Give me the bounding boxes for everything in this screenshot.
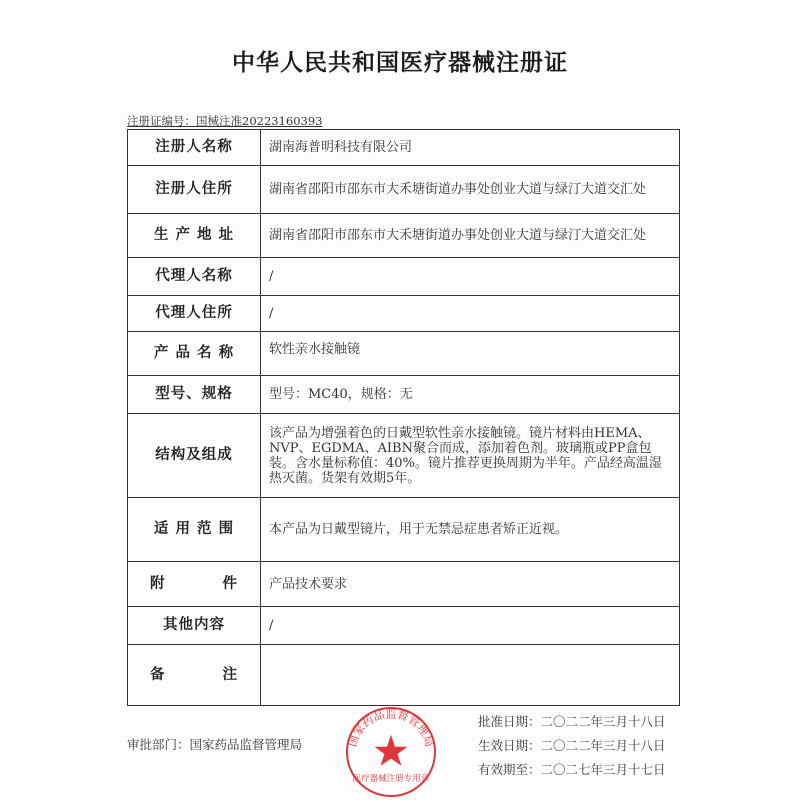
row-value: 湖南省邵阳市邵东市大禾塘街道办事处创业大道与绿汀大道交汇处 xyxy=(261,214,680,258)
stamp-outer-text: 国家药品监督管理局 xyxy=(345,707,437,749)
row-label-b: 件 xyxy=(222,575,238,592)
row-label: 生 产 地 址 xyxy=(128,214,261,258)
row-label-a: 备 xyxy=(150,666,166,683)
table-row xyxy=(128,258,680,296)
row-label: 产 品 名 称 xyxy=(128,332,261,376)
row-value: 产品技术要求 xyxy=(261,562,680,607)
row-value xyxy=(261,645,680,706)
row-label: 注册人名称 xyxy=(128,130,261,166)
row-value: 本产品为日戴型镜片，用于无禁忌症患者矫正近视。 xyxy=(261,498,680,562)
approval-date: 批准日期：二〇二二年三月十八日 xyxy=(478,714,666,729)
row-value: / xyxy=(261,607,680,645)
row-value: 软性亲水接触镜 xyxy=(261,332,680,376)
row-label: 注册人住所 xyxy=(128,166,261,214)
row-label: 适 用 范 围 xyxy=(128,498,261,562)
registration-number: 注册证编号：国械注准20223160393 xyxy=(127,114,323,128)
valid-until: 有效期至：二〇二七年三月十七日 xyxy=(478,762,666,777)
table-row xyxy=(128,607,680,645)
row-value: 型号：MC40，规格：无 xyxy=(261,376,680,414)
page-title: 中华人民共和国医疗器械注册证 xyxy=(232,50,568,76)
table-row xyxy=(128,562,680,607)
row-value: 湖南海普明科技有限公司 xyxy=(261,130,680,166)
table-row xyxy=(128,166,680,214)
table-row xyxy=(128,414,680,498)
star-icon xyxy=(375,735,408,766)
row-label: 型号、规格 xyxy=(128,376,261,414)
table-row xyxy=(128,376,680,414)
row-value: 该产品为增强着色的日戴型软性亲水接触镜。镜片材料由HEMA、NVP、EGDMA、AIBN聚合而成，添加着色剂。玻璃瓶或PP盒包装。含水量标称值：40%。镜片推荐更换周期为半年。产品经高温湿热灭菌。货架有效期5年。 xyxy=(261,414,680,498)
table-row xyxy=(128,498,680,562)
official-seal-stamp xyxy=(345,706,437,798)
table-row xyxy=(128,296,680,332)
table-row xyxy=(128,332,680,376)
certificate-table xyxy=(127,129,680,706)
row-label-a: 附 xyxy=(150,575,166,592)
row-label: 代理人住所 xyxy=(128,296,261,332)
row-value: / xyxy=(261,296,680,332)
stamp-inner-text: 医疗器械注册专用章 xyxy=(352,773,430,784)
row-label: 其他内容 xyxy=(128,607,261,645)
row-label: 结构及组成 xyxy=(128,414,261,498)
row-value: / xyxy=(261,258,680,296)
row-value: 湖南省邵阳市邵东市大禾塘街道办事处创业大道与绿汀大道交汇处 xyxy=(261,166,680,214)
table-row xyxy=(128,214,680,258)
row-label-b: 注 xyxy=(222,666,238,683)
table-row xyxy=(128,130,680,166)
approval-department: 审批部门：国家药品监督管理局 xyxy=(127,737,303,752)
effective-date: 生效日期：二〇二二年三月十八日 xyxy=(478,738,666,753)
table-row xyxy=(128,645,680,706)
row-label: 代理人名称 xyxy=(128,258,261,296)
